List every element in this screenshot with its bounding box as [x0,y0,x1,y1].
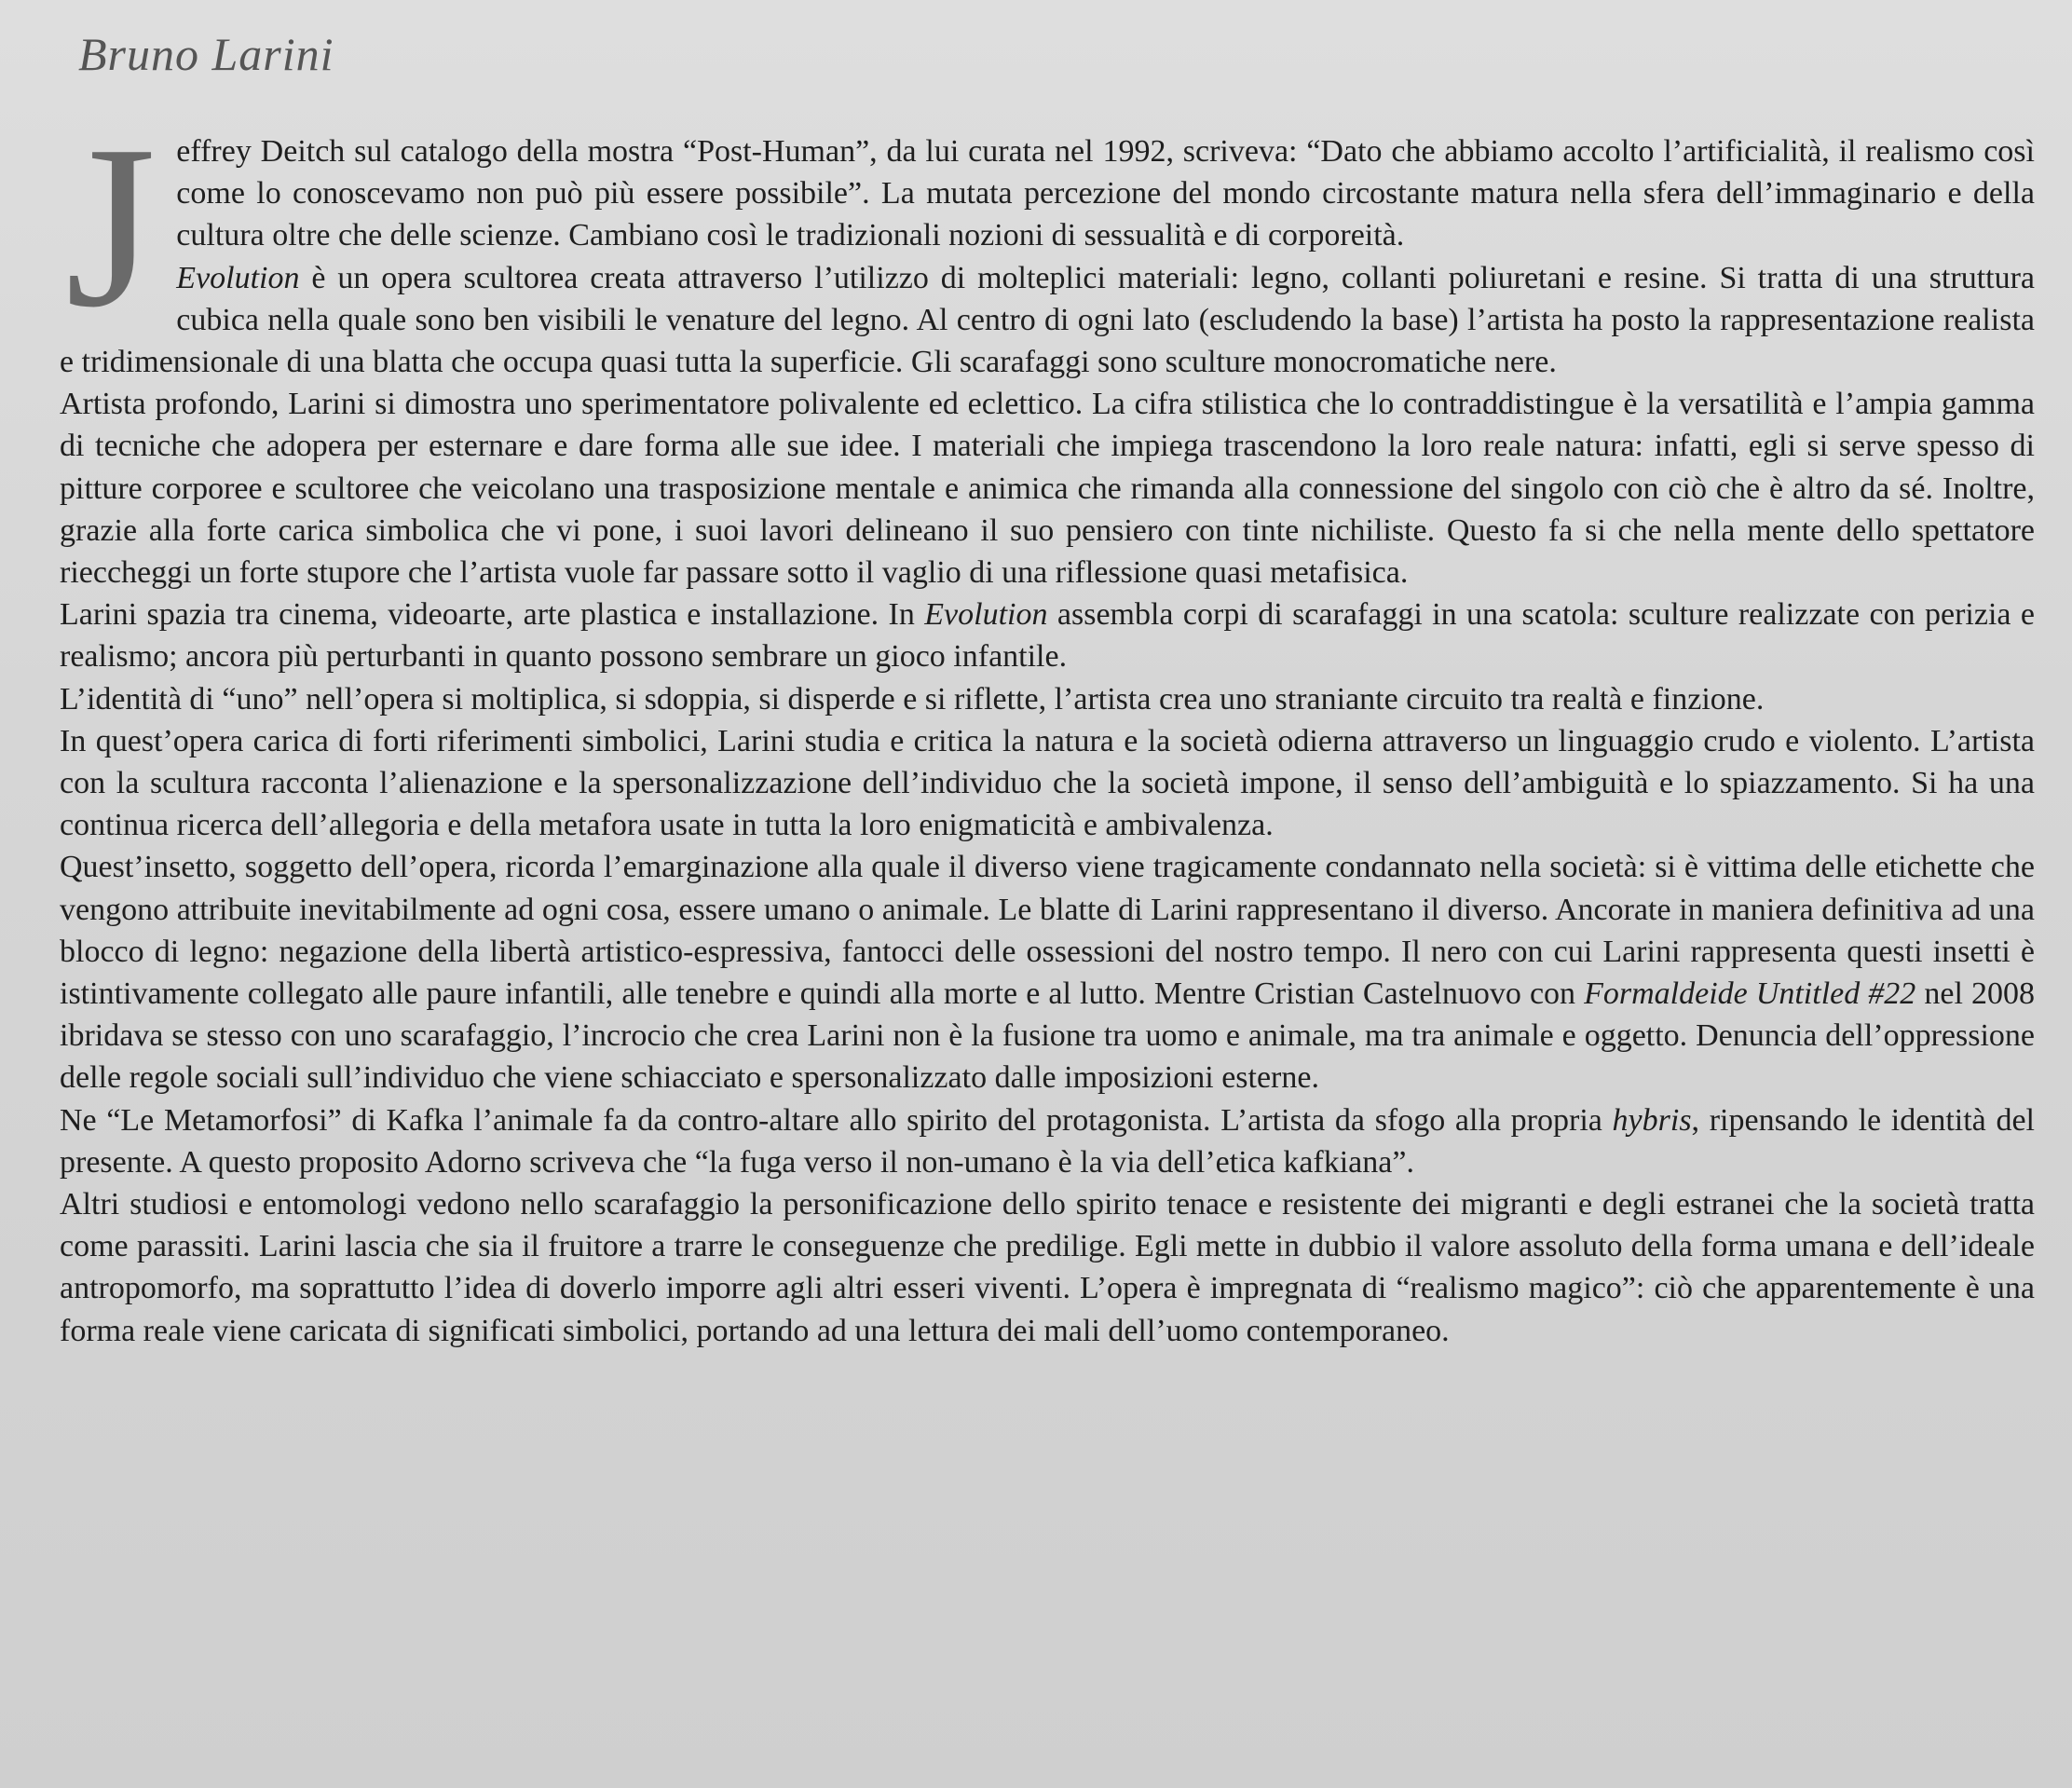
paragraph-7 [60,846,2035,1099]
paragraph-2 [60,257,2035,384]
artwork-title: Evolution [176,260,300,295]
paragraph-4-text-b: assembla corpi di scarafaggi in una scatola: sculture realizzate con perizia e realismo; ancora più perturbanti in quanto possono sembrare un gioco infantile. [60,597,2035,675]
author-heading: Bruno Larini [78,28,334,80]
drop-cap-letter: J [65,98,157,356]
paragraph-1-text: effrey Deitch sul catalogo della mostra “Post-Human”, da lui curata nel 1992, scriveva: “Dato che abbiamo accolto l’artificialità, il realismo così come lo conoscevamo non può più essere possibile”. La mutata percezione del mondo circostante matura nella sfera dell’immaginario e della cultura oltre che delle scienze. Cambiano così le tradizionali nozioni di sessualità e di corporeità. [176,134,2035,253]
paragraph-6: In quest’opera carica di forti riferimenti simbolici, Larini studia e critica la natura e la società odierna attraverso un linguaggio crudo e violento. L’artista con la scultura racconta l’alienazione e la spersonalizzazione dell’individuo che la società impone, il senso dell’ambiguità e lo spiazzamento. Si ha una continua ricerca dell’allegoria e della metafora usate in tutta la loro enigmaticità e ambivalenza. [60,723,2035,843]
paragraph-7-text-b: nel 2008 ibridava se stesso con uno scarafaggio, l’incrocio che crea Larini non è la fusione tra uomo e animale, ma tra animale e oggetto. Denuncia dell’oppressione delle regole sociali sull’individuo che viene schiacciato e spersonalizzato dalle imposizioni esterne. [60,976,2035,1096]
paragraph-4-text-a: Larini spazia tra cinema, videoarte, arte plastica e installazione. In [60,597,925,633]
paragraph-4 [60,594,2035,677]
paragraph-2-text: è un opera scultorea creata attraverso l’utilizzo di molteplici materiali: legno, collanti poliuretani e resine. Si tratta di una struttura cubica nella quale sono ben visibili le venature del legno. Al centro di ogni lato (escludendo la base) l’artista ha posto la rappresentazione realista e tridimensionale di una blatta che occupa quasi tutta la superficie. Gli scarafaggi sono sculture monocromatiche nere. [60,260,2035,380]
paragraph-5: L’identità di “uno” nell’opera si moltiplica, si sdoppia, si disperde e si riflette, l’artista crea uno straniante circuito tra realtà e finzione. [60,681,1765,717]
paragraph-7-text-a: Quest’insetto, soggetto dell’opera, ricorda l’emarginazione alla quale il diverso viene tragicamente condannato nella società: si è vittima delle etichette che vengono attribuite inevitabilmente ad ogni cosa, essere umano o animale. Le blatte di Larini rappresentano il diverso. Ancorate in maniera definitiva ad una blocco di legno: negazione della libertà artistico-espressiva, fantocci delle ossessioni del nostro tempo. Il nero con cui Larini rappresenta questi insetti è istintivamente collegato alle paure infantili, alle tenebre e quindi alla morte e al lutto. Mentre Cristian Castelnuovo con [60,850,2035,1012]
paragraph-8 [60,1099,2035,1183]
body-text [60,98,2035,1352]
paragraph-3: Artista profondo, Larini si dimostra uno sperimentatore polivalente ed eclettico. La cifra stilistica che lo contraddistingue è la versatilità e l’ampia gamma di tecniche che adopera per esternare e dare forma alle sue idee. I materiali che impiega trascendono la loro reale natura: infatti, egli si serve spesso di pitture corporee e scultoree che veicolano una trasposizione mentale e animica che rimanda alla connessione del singolo con ciò che è altro da sé. Inoltre, grazie alla forte carica simbolica che vi pone, i suoi lavori delineano il suo pensiero con tinte nichiliste. Questo fa si che nella mente dello spettatore riecchеggi un forte stupore che l’artista vuole far passare sotto il vaglio di una riflessione quasi metafisica. [60,387,2035,591]
paragraph-8-text-b: , ripensando le identità del presente. A questo proposito Adorno scriveva che “la fuga verso il non-umano è la via dell’etica kafkiana”. [60,1102,2035,1180]
paragraph-8-text-a: Ne “Le Metamorfosi” di Kafka l’animale fa da contro-altare allo spirito del protagonista. L’artista da sfogo alla propria [60,1102,1613,1138]
artwork-title: Formaldeide Untitled #22 [1584,976,1916,1012]
artwork-title: Evolution [924,597,1048,633]
italic-term: hybris [1612,1102,1692,1138]
paragraph-9: Altri studiosi e entomologi vedono nello scarafaggio la personificazione dello spirito tenace e resistente dei migranti e degli estranei che la società tratta come parassiti. Larini lascia che sia il fruitore a trarre le conseguenze che predilige. Egli mette in dubbio il valore assoluto della forma umana e dell’ideale antropomorfo, ma soprattutto l’idea di doverlo imporre agli altri esseri viventi. L’opera è impregnata di “realismo magico”: ciò che apparentemente è una forma reale viene caricata di significati simbolici, portando ad una lettura dei mali dell’uomo contemporaneo. [60,1187,2035,1348]
